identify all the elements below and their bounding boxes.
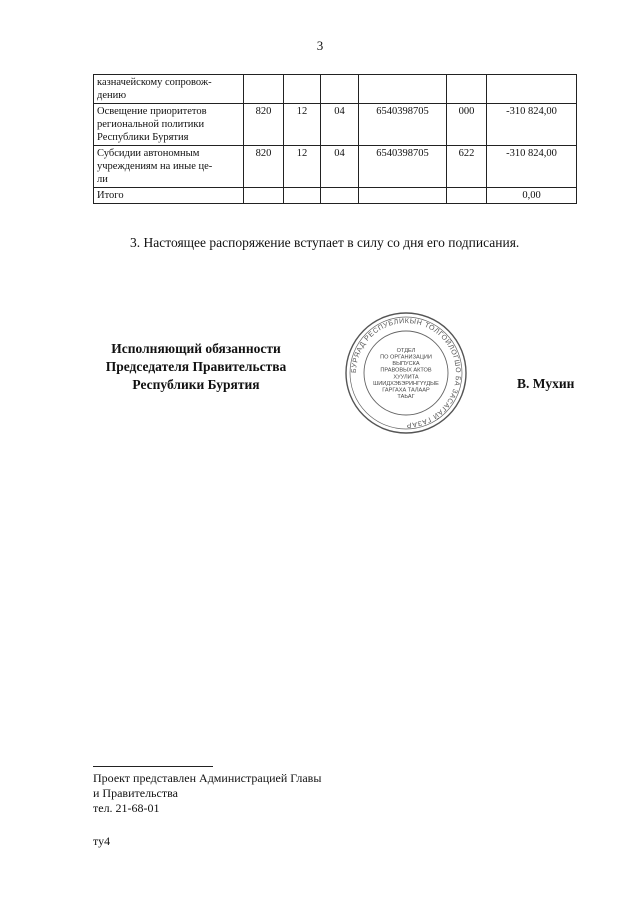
table-cell-name: Итого — [94, 188, 244, 204]
table-cell-ved: 820 — [244, 146, 284, 188]
effective-date-paragraph: 3. Настоящее распоряжение вступает в силу со дня его подписания. — [130, 235, 520, 250]
seal-center-line: ТАЬАГ — [397, 394, 415, 401]
signer-name: В. Мухин — [517, 376, 575, 391]
table-row — [94, 146, 577, 188]
table-cell-sum — [487, 75, 577, 104]
seal-outer-text: БУРЯАД РЕСПУБЛИКЫН ТОЛГОЙЛОГШО БА ЗАСАГАЙ ГАЗАР — [350, 317, 462, 429]
seal-center-line: ГАРГАХА ТАЛААР — [382, 387, 430, 394]
table-cell-csr: 6540398705 — [359, 146, 447, 188]
table-cell-pr: 04 — [321, 104, 359, 146]
table-cell-vr: 622 — [447, 146, 487, 188]
signer-position-line: Исполняющий обязанности — [111, 341, 281, 356]
author-code: ту4 — [93, 834, 111, 848]
seal-center-line: ВЫПУСКА — [392, 361, 420, 368]
table-row — [94, 75, 577, 104]
table-cell-rz: 12 — [284, 104, 321, 146]
table-cell-rz — [284, 188, 321, 204]
budget-table — [93, 74, 577, 204]
table-cell-pr — [321, 75, 359, 104]
table-cell-vr — [447, 188, 487, 204]
table-row — [94, 104, 577, 146]
table-cell-rz — [284, 75, 321, 104]
seal-center-line: ХУУЛИТА — [393, 374, 419, 381]
table-cell-pr: 04 — [321, 146, 359, 188]
official-seal — [343, 310, 469, 436]
seal-center-line: ПО ОРГАНИЗАЦИИ — [380, 354, 432, 361]
table-cell-name: Субсидии автономным учреждениям на иные це- ли — [94, 146, 244, 188]
table-cell-csr — [359, 75, 447, 104]
table-cell-sum: 0,00 — [487, 188, 577, 204]
table-cell-name: Освещение приоритетов региональной политики Республики Бурятия — [94, 104, 244, 146]
seal-center-line: ШИИДХЭБЭРИНГҮҮДЫЕ — [373, 380, 439, 387]
table-cell-ved: 820 — [244, 104, 284, 146]
seal-center-line: ПРАВОВЫХ АКТОВ — [380, 367, 432, 374]
footnote — [93, 771, 321, 816]
table-cell-csr — [359, 188, 447, 204]
signer-position-line: Республики Бурятия — [132, 377, 260, 392]
table-cell-vr — [447, 75, 487, 104]
signer-position-line: Председателя Правительства — [105, 359, 287, 374]
table-row — [94, 188, 577, 204]
table-cell-sum: -310 824,00 — [487, 104, 577, 146]
footnote-line: и Правительства — [93, 786, 178, 800]
table-cell-csr: 6540398705 — [359, 104, 447, 146]
table-cell-ved — [244, 188, 284, 204]
table-cell-vr: 000 — [447, 104, 487, 146]
footnote-line: Проект представлен Администрацией Главы — [93, 771, 322, 785]
signer-position — [80, 340, 312, 394]
table-cell-rz: 12 — [284, 146, 321, 188]
footnote-divider — [93, 766, 213, 767]
seal-center-line: ОТДЕЛ — [396, 347, 416, 354]
table-cell-name: казначейскому сопровож- дению — [94, 75, 244, 104]
table-cell-sum: -310 824,00 — [487, 146, 577, 188]
table-cell-pr — [321, 188, 359, 204]
footnote-phone: тел. 21-68-01 — [93, 801, 160, 815]
page-number: 3 — [316, 38, 324, 53]
table-cell-ved — [244, 75, 284, 104]
